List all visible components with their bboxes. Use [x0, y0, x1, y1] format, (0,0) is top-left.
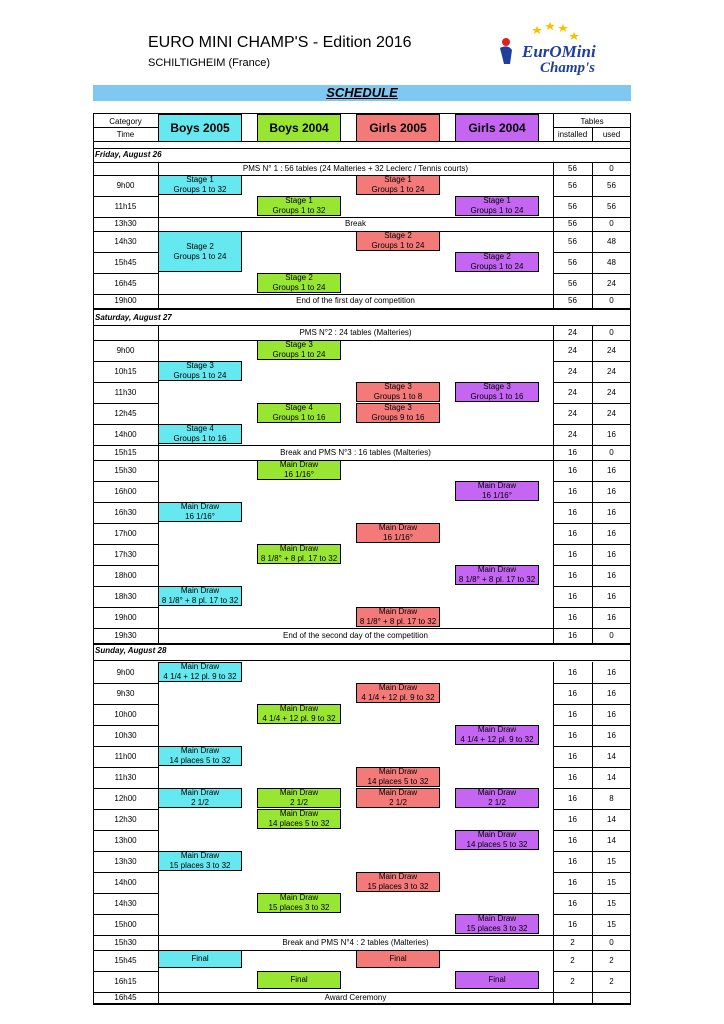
row-tables-used: 0 [609, 219, 614, 228]
session-text: Stage 3 [384, 403, 412, 412]
row-time: 19h00 [114, 612, 137, 622]
page-title: EURO MINI CHAMP'S - Edition 2016 [148, 34, 412, 51]
row-tables-installed: 16 [568, 667, 577, 677]
row-tables-used: 16 [607, 528, 616, 538]
session-text: Final [488, 975, 506, 984]
session-text: Stage 1 [384, 175, 412, 184]
session-block [158, 361, 242, 381]
row-tables-used: 16 [607, 507, 616, 517]
session-text: 8 1/8° + 8 pl. 17 to 32 [260, 554, 338, 563]
session-text: Main Draw [477, 830, 517, 839]
note-line [158, 308, 553, 309]
row-tables-used: 2 [609, 976, 614, 986]
session-text: Groups 1 to 8 [373, 392, 423, 401]
row-tables-installed: 16 [568, 549, 577, 559]
session-block [356, 382, 440, 402]
row-time: 14h30 [114, 236, 137, 246]
row-tables-installed: 16 [568, 709, 577, 719]
session-block [356, 231, 440, 251]
row-time: 17h00 [114, 528, 137, 538]
session-text: Main Draw [180, 746, 220, 755]
row-tables-used: 14 [607, 772, 616, 782]
session-text: Final [389, 954, 407, 963]
row-note: Break [345, 219, 366, 228]
row-line [93, 643, 158, 644]
session-text: Final [290, 975, 308, 984]
session-text: Groups 1 to 24 [272, 283, 326, 292]
row-tables-used: 0 [609, 630, 614, 640]
boys-2005-header: Boys 2005 [158, 114, 242, 142]
session-text: Stage 2 [483, 252, 511, 261]
row-time: 14h00 [114, 429, 137, 439]
row-time: 17h30 [114, 549, 137, 559]
session-text: Main Draw [279, 704, 319, 713]
row-tables-used: 14 [607, 835, 616, 845]
session-block [158, 746, 242, 766]
row-tables-installed [553, 992, 592, 1004]
row-tables-installed: 2 [570, 976, 575, 986]
row-tables-installed: 56 [568, 180, 577, 190]
session-text: Groups 1 to 24 [173, 251, 227, 261]
session-block [158, 502, 242, 522]
row-tables-used: 24 [607, 278, 616, 288]
session-text: Stage 2 [384, 231, 412, 240]
session-block [257, 788, 341, 808]
session-block [455, 565, 539, 585]
session-block [356, 788, 440, 808]
row-tables-installed: 16 [568, 814, 577, 824]
row-line [93, 1004, 158, 1005]
session-text: Main Draw [180, 788, 220, 797]
row-tables-installed: 24 [568, 327, 577, 337]
note-line [158, 1004, 553, 1005]
row-line [553, 643, 631, 644]
session-text: Groups 1 to 16 [470, 392, 524, 401]
row-tables-installed: 16 [568, 793, 577, 803]
session-text: Groups 1 to 24 [173, 371, 227, 380]
session-text: Stage 4 [186, 424, 214, 433]
session-text: 16 1/16° [284, 470, 314, 479]
row-time: 9h30 [116, 688, 135, 698]
row-tables-installed: 16 [568, 919, 577, 929]
row-tables-installed: 16 [568, 486, 577, 496]
row-tables-used: 0 [609, 296, 614, 305]
session-text: Groups 1 to 24 [371, 241, 425, 250]
session-block [455, 830, 539, 850]
session-block [257, 403, 341, 423]
note-line [158, 643, 553, 644]
row-tables-used: 14 [607, 751, 616, 761]
session-text: Main Draw [279, 788, 319, 797]
row-tables-used: 56 [607, 180, 616, 190]
row-time: 19h00 [114, 296, 137, 305]
session-text: Groups 1 to 24 [470, 262, 524, 271]
row-note: End of the first day of competition [296, 296, 415, 305]
row-tables-installed: 16 [568, 751, 577, 761]
session-block [158, 851, 242, 871]
row-note: Break and PMS N°4 : 2 tables (Malteries) [282, 937, 429, 947]
session-block [455, 725, 539, 745]
session-block [455, 914, 539, 934]
row-tables-installed: 16 [568, 730, 577, 740]
session-text: Stage 3 [483, 382, 511, 391]
row-time: 15h15 [114, 447, 137, 457]
session-text: Groups 1 to 32 [272, 206, 326, 215]
row-time: 11h30 [114, 772, 137, 782]
session-block [356, 175, 440, 195]
session-text: 4 1/4 + 12 pl. 9 to 32 [361, 693, 435, 702]
session-block [356, 872, 440, 892]
session-block [158, 950, 242, 968]
session-text: Stage 1 [186, 175, 214, 184]
row-tables-installed: 56 [568, 201, 577, 211]
session-text: Stage 2 [186, 241, 214, 251]
session-block [356, 403, 440, 423]
session-text: Final [191, 954, 209, 963]
session-text: Main Draw [180, 851, 220, 860]
row-time: 19h30 [114, 630, 137, 640]
row-tables-used: 15 [607, 856, 616, 866]
row-tables-installed: 16 [568, 591, 577, 601]
session-block [257, 893, 341, 913]
session-text: 15 places 3 to 32 [268, 903, 330, 912]
row-time: 16h45 [114, 993, 137, 1002]
row-time: 13h30 [114, 219, 137, 228]
row-time: 12h45 [114, 408, 137, 418]
session-text: 2 1/2 [290, 798, 308, 807]
day-label: Friday, August 26 [95, 150, 162, 159]
row-tables-used: 16 [607, 465, 616, 475]
session-text: Stage 3 [384, 382, 412, 391]
row-tables-used [592, 992, 631, 1004]
row-tables-installed: 16 [568, 570, 577, 580]
day-label: Saturday, August 27 [95, 313, 172, 322]
session-text: Main Draw [477, 788, 517, 797]
row-tables-installed: 24 [568, 366, 577, 376]
row-tables-installed: 24 [568, 408, 577, 418]
row-line [553, 308, 631, 309]
session-block [158, 424, 242, 444]
row-tables-installed: 16 [568, 898, 577, 908]
session-text: Groups 1 to 16 [173, 434, 227, 443]
session-text: 16 1/16° [383, 533, 413, 542]
row-tables-installed: 16 [568, 630, 577, 640]
session-block [455, 788, 539, 808]
session-text: Groups 1 to 32 [173, 185, 227, 194]
row-tables-used: 2 [609, 955, 614, 965]
row-time: 11h15 [114, 201, 137, 211]
row-time: 12h00 [114, 793, 137, 803]
row-tables-used: 16 [607, 570, 616, 580]
row-tables-used: 0 [609, 447, 614, 457]
used-header: used [602, 129, 621, 139]
schedule-banner [93, 85, 631, 101]
session-text: 15 places 3 to 32 [367, 882, 429, 891]
session-text: Groups 1 to 16 [272, 413, 326, 422]
row-tables-installed: 24 [568, 429, 577, 439]
row-time: 11h30 [114, 387, 137, 397]
row-tables-installed: 24 [568, 345, 577, 355]
row-time: 15h45 [114, 955, 137, 965]
session-block [158, 175, 242, 195]
session-text: 2 1/2 [389, 798, 407, 807]
row-tables-installed: 16 [568, 772, 577, 782]
session-block [455, 252, 539, 272]
row-tables-installed: 16 [568, 528, 577, 538]
installed-header: installed [557, 129, 588, 139]
row-tables-used: 16 [607, 591, 616, 601]
session-block [257, 704, 341, 724]
section-line [93, 309, 631, 310]
session-text: Main Draw [378, 607, 418, 616]
row-tables-used: 16 [607, 612, 616, 622]
header-divider [158, 113, 159, 141]
session-text: 14 places 5 to 32 [169, 756, 231, 765]
session-text: Main Draw [477, 565, 517, 574]
row-tables-installed: 2 [570, 955, 575, 965]
page-subtitle: SCHILTIGHEIM (France) [148, 57, 271, 69]
session-text: Stage 3 [285, 340, 313, 349]
row-tables-used: 24 [607, 366, 616, 376]
session-text: Stage 1 [285, 196, 313, 205]
row-time: 10h00 [114, 709, 137, 719]
schedule-label: SCHEDULE [326, 85, 398, 100]
row-tables-used: 14 [607, 814, 616, 824]
row-time: 18h00 [114, 570, 137, 580]
session-text: Stage 2 [285, 273, 313, 282]
session-text: 16 1/16° [185, 512, 215, 521]
day-label: Sunday, August 28 [95, 646, 167, 655]
tables-header: Tables [580, 116, 604, 126]
row-tables-used: 16 [607, 730, 616, 740]
row-time: 15h45 [114, 257, 137, 267]
row-tables-used: 16 [607, 429, 616, 439]
row-tables-installed: 56 [568, 296, 577, 305]
row-note: End of the second day of the competition [283, 630, 428, 640]
session-block [257, 460, 341, 480]
row-tables-used: 16 [607, 688, 616, 698]
time-header: Time [116, 129, 135, 139]
row-note: Break and PMS N°3 : 16 tables (Malteries) [280, 447, 431, 457]
row-tables-used: 24 [607, 408, 616, 418]
session-text: Groups 9 to 16 [371, 413, 425, 422]
session-text: Main Draw [180, 586, 220, 595]
session-block [356, 950, 440, 968]
row-tables-used: 56 [607, 201, 616, 211]
session-text: 15 places 3 to 32 [466, 924, 528, 933]
session-block [257, 340, 341, 360]
category-header: Category [109, 116, 142, 126]
session-text: Main Draw [279, 544, 319, 553]
row-time: 13h00 [114, 835, 137, 845]
row-time: 9h00 [116, 667, 135, 677]
session-text: Groups 1 to 24 [272, 350, 326, 359]
session-text: Main Draw [378, 523, 418, 532]
session-text: Main Draw [378, 788, 418, 797]
row-tables-used: 16 [607, 667, 616, 677]
row-tables-used: 0 [609, 937, 614, 947]
row-tables-used: 24 [607, 345, 616, 355]
section-line [93, 660, 631, 661]
row-time: 15h00 [114, 919, 137, 929]
session-block [158, 586, 242, 606]
row-time [93, 325, 158, 340]
row-tables-used: 16 [607, 486, 616, 496]
session-text: 8 1/8° + 8 pl. 17 to 32 [161, 596, 239, 605]
session-text: 14 places 5 to 32 [466, 840, 528, 849]
session-text: Groups 1 to 24 [371, 185, 425, 194]
session-text: Main Draw [279, 893, 319, 902]
row-tables-used: 48 [607, 236, 616, 246]
row-tables-used: 8 [609, 793, 614, 803]
note-line [158, 340, 553, 341]
session-text: 4 1/4 + 12 pl. 9 to 32 [460, 735, 534, 744]
session-text: 4 1/4 + 12 pl. 9 to 32 [262, 714, 336, 723]
row-time: 10h30 [114, 730, 137, 740]
session-text: Stage 1 [483, 196, 511, 205]
row-tables-used: 15 [607, 919, 616, 929]
session-block [158, 662, 242, 682]
session-text: Main Draw [279, 460, 319, 469]
session-text: 8 1/8° + 8 pl. 17 to 32 [458, 575, 536, 584]
row-tables-installed: 16 [568, 465, 577, 475]
row-tables-installed: 2 [570, 937, 575, 947]
row-tables-installed: 56 [568, 236, 577, 246]
row-time: 15h30 [114, 465, 137, 475]
logo-text-line2: Champ's [540, 60, 596, 76]
row-time: 9h00 [116, 180, 135, 190]
header-bottom-line [93, 141, 631, 142]
session-text: Main Draw [477, 725, 517, 734]
session-text: Groups 1 to 24 [470, 206, 524, 215]
session-text: 15 places 3 to 32 [169, 861, 231, 870]
row-tables-used: 0 [609, 163, 614, 173]
row-tables-used: 15 [607, 898, 616, 908]
session-text: Main Draw [477, 481, 517, 490]
session-block [455, 481, 539, 501]
section-line [93, 644, 631, 645]
row-time [93, 162, 158, 175]
row-tables-installed: 56 [568, 163, 577, 173]
session-text: Main Draw [180, 502, 220, 511]
session-block [158, 231, 242, 272]
session-block [455, 382, 539, 402]
row-tables-installed: 16 [568, 447, 577, 457]
row-tables-installed: 16 [568, 612, 577, 622]
row-time: 9h00 [116, 345, 135, 355]
row-time: 16h00 [114, 486, 137, 496]
session-text: Main Draw [378, 767, 418, 776]
session-text: Main Draw [378, 872, 418, 881]
session-text: 14 places 5 to 32 [268, 819, 330, 828]
row-time: 14h30 [114, 898, 137, 908]
session-text: 8 1/8° + 8 pl. 17 to 32 [359, 617, 437, 626]
row-time: 18h30 [114, 591, 137, 601]
girls-2004-header: Girls 2004 [455, 114, 539, 142]
session-block [455, 971, 539, 989]
session-text: Main Draw [477, 914, 517, 923]
session-block [356, 607, 440, 627]
session-block [257, 196, 341, 216]
row-tables-installed: 16 [568, 856, 577, 866]
session-block [257, 809, 341, 829]
girls-2005-header: Girls 2005 [356, 114, 440, 142]
session-text: Stage 4 [285, 403, 313, 412]
header-divider [592, 127, 593, 141]
row-time: 16h45 [114, 278, 137, 288]
note-line [158, 460, 553, 461]
session-text: Main Draw [180, 662, 220, 671]
row-tables-installed: 24 [568, 387, 577, 397]
row-time: 14h00 [114, 877, 137, 887]
row-time: 16h30 [114, 507, 137, 517]
session-text: 2 1/2 [191, 798, 209, 807]
row-line [553, 1004, 631, 1005]
row-time: 16h15 [114, 976, 137, 986]
row-tables-installed: 16 [568, 507, 577, 517]
row-tables-installed: 16 [568, 877, 577, 887]
session-block [356, 767, 440, 787]
boys-2004-header: Boys 2004 [257, 114, 341, 142]
row-tables-used: 24 [607, 387, 616, 397]
row-tables-installed: 56 [568, 278, 577, 288]
header-divider [553, 113, 554, 141]
session-block [455, 196, 539, 216]
row-line [93, 308, 158, 309]
section-line [93, 148, 631, 149]
row-time: 15h30 [114, 937, 137, 947]
session-block [356, 523, 440, 543]
row-tables-used: 15 [607, 877, 616, 887]
row-tables-used: 0 [609, 327, 614, 337]
session-block [356, 683, 440, 703]
row-tables-used: 16 [607, 709, 616, 719]
session-text: 4 1/4 + 12 pl. 9 to 32 [163, 672, 237, 681]
row-tables-used: 48 [607, 257, 616, 267]
session-block [257, 273, 341, 293]
session-text: Stage 3 [186, 361, 214, 370]
row-note: PMS N°2 : 24 tables (Malteries) [299, 327, 412, 337]
session-text: 16 1/16° [482, 491, 512, 500]
row-note: PMS N° 1 : 56 tables (24 Malteries + 32 Leclerc / Tennis courts) [242, 163, 469, 173]
session-block [158, 788, 242, 808]
session-text: 2 1/2 [488, 798, 506, 807]
session-text: Main Draw [279, 809, 319, 818]
row-tables-installed: 16 [568, 835, 577, 845]
session-text: 14 places 5 to 32 [367, 777, 429, 786]
row-note: Award Ceremony [324, 993, 387, 1002]
logo-text-line1: EurOMini [522, 42, 596, 61]
row-tables-used: 16 [607, 549, 616, 559]
row-tables-installed: 16 [568, 688, 577, 698]
row-time: 13h30 [114, 856, 137, 866]
session-block [257, 971, 341, 989]
row-tables-installed: 56 [568, 219, 577, 228]
row-tables-installed: 56 [568, 257, 577, 267]
session-block [257, 544, 341, 564]
row-time: 11h00 [114, 751, 137, 761]
session-text: Main Draw [378, 683, 418, 692]
header-mid-line [93, 127, 158, 128]
row-time: 10h15 [114, 366, 137, 376]
row-time: 12h30 [114, 814, 137, 824]
